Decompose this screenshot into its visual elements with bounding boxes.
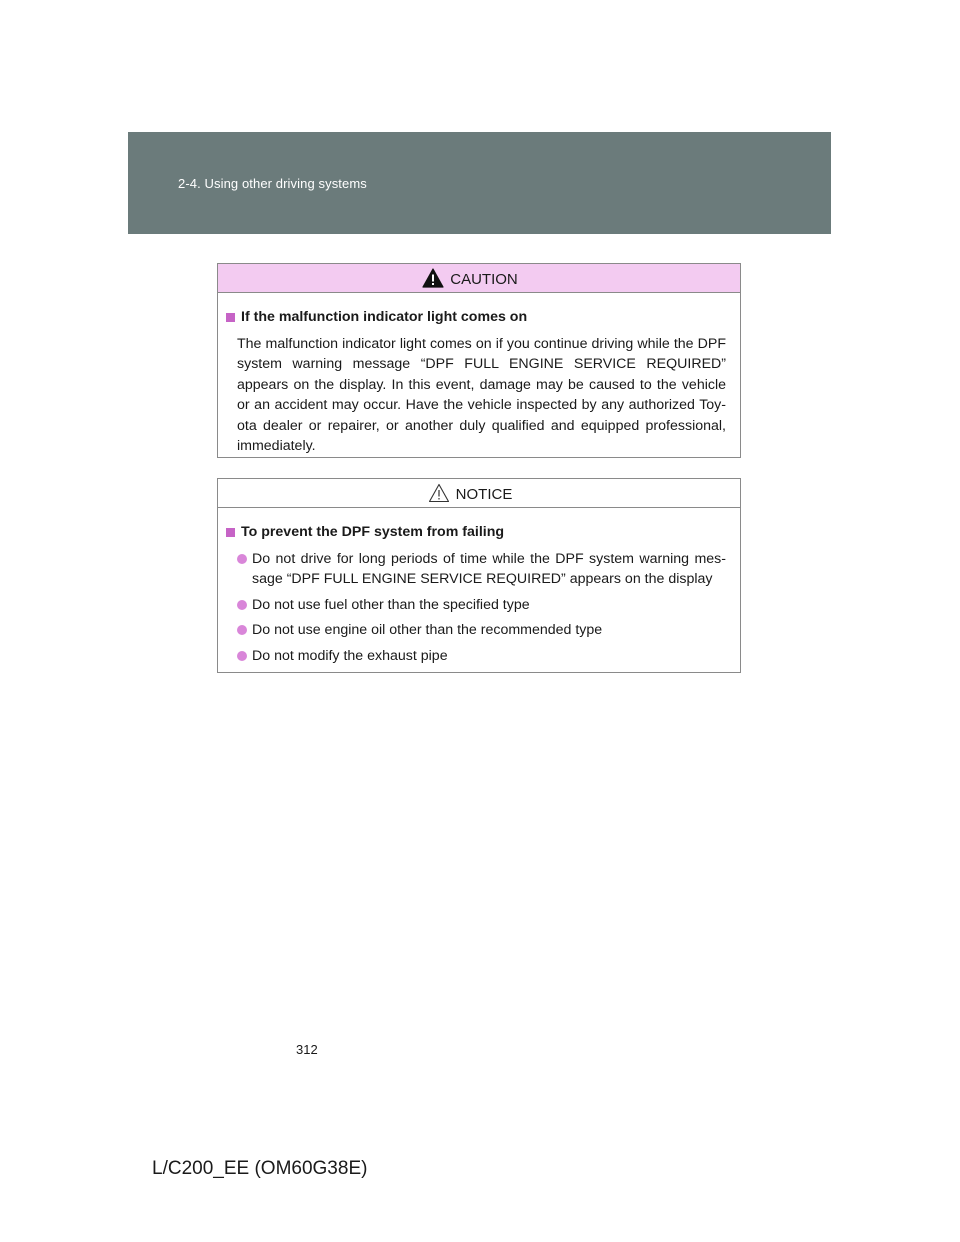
list-item: Do not modify the exhaust pipe [237, 646, 726, 667]
notice-header [218, 479, 740, 508]
list-item: Do not drive for long periods of time while the DPF system warning mes-sage “DPF FULL ENGINE SERVICE REQUIRED” appears on the display [237, 549, 726, 590]
caution-title: CAUTION [450, 271, 518, 288]
caution-text: The malfunction indicator light comes on if you continue driving while the DPF system warning message “DPF FULL ENGINE SERVICE REQUIRED” appears on the display. In this event, damage may be caused to the vehicle or an accident may occur. Have the vehicle inspected by any authorized Toy-ota dealer or repairer, or another duly qualified and equipped professional, immediately. [237, 335, 726, 454]
caution-heading-text: If the malfunction indicator light comes on [241, 309, 528, 325]
warning-triangle-outline-icon [428, 483, 450, 503]
warning-triangle-filled-icon [422, 268, 444, 288]
round-bullet-icon [237, 554, 247, 564]
section-title: 2-4. Using other driving systems [178, 176, 367, 191]
section-header-band [128, 132, 831, 234]
caution-body [218, 293, 740, 469]
notice-heading [226, 522, 726, 543]
list-item: Do not use engine oil other than the recommended type [237, 620, 726, 641]
notice-list [226, 549, 726, 667]
square-bullet-icon [226, 528, 235, 537]
caution-heading [226, 307, 726, 328]
round-bullet-icon [237, 625, 247, 635]
notice-heading-text: To prevent the DPF system from failing [241, 524, 505, 540]
caution-header [218, 264, 740, 293]
notice-title: NOTICE [455, 486, 513, 503]
round-bullet-icon [237, 651, 247, 661]
round-bullet-icon [237, 600, 247, 610]
document-code: L/C200_EE (OM60G38E) [152, 1158, 368, 1179]
square-bullet-icon [226, 313, 235, 322]
caution-box [217, 263, 741, 458]
notice-box [217, 478, 741, 673]
page-number: 312 [296, 1042, 318, 1057]
list-item: Do not use fuel other than the specified type [237, 595, 726, 616]
notice-body [218, 508, 740, 683]
